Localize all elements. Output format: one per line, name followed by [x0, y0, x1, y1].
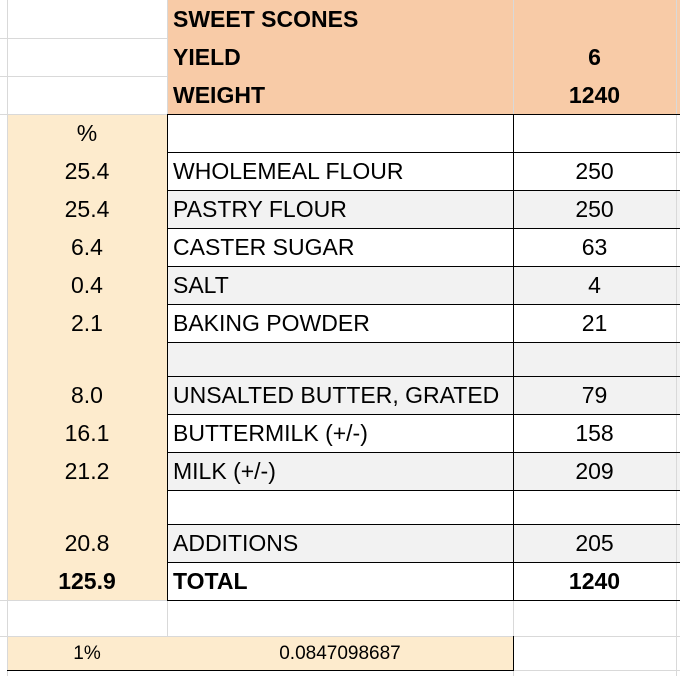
ingredient-name-cell[interactable]: ADDITIONS	[173, 529, 299, 556]
one-percent-value[interactable]: 0.0847098687	[279, 642, 401, 664]
grams-cell[interactable]: 21	[581, 309, 608, 336]
grams-cell[interactable]: 4	[588, 271, 601, 298]
ingredient-name-cell[interactable]: WHOLEMEAL FLOUR	[173, 157, 404, 184]
percent-header[interactable]: %	[76, 119, 98, 146]
grams-cell[interactable]: 250	[575, 157, 614, 184]
ingredient-name-cell[interactable]: BUTTERMILK (+/-)	[173, 419, 368, 446]
ingredient-name-cell[interactable]: SALT	[173, 271, 229, 298]
yield-label[interactable]: YIELD	[173, 43, 241, 70]
ingredient-name-cell[interactable]: MILK (+/-)	[173, 457, 276, 484]
pct-cell[interactable]: 20.8	[64, 529, 110, 556]
pct-cell[interactable]: 25.4	[64, 195, 110, 222]
pct-cell[interactable]: 0.4	[71, 271, 103, 298]
grams-cell[interactable]: 63	[581, 233, 608, 260]
total-pct-cell[interactable]: 125.9	[58, 567, 116, 594]
yield-value[interactable]: 6	[588, 43, 601, 70]
pct-cell[interactable]: 25.4	[64, 157, 110, 184]
ingredient-name-cell[interactable]: CASTER SUGAR	[173, 233, 355, 260]
grams-cell[interactable]: 158	[575, 419, 614, 446]
one-percent-label[interactable]: 1%	[73, 642, 101, 664]
weight-value[interactable]: 1240	[568, 81, 621, 108]
ingredient-name-cell[interactable]: UNSALTED BUTTER, GRATED	[173, 381, 500, 408]
pct-cell[interactable]: 6.4	[71, 233, 103, 260]
weight-label[interactable]: WEIGHT	[173, 81, 265, 108]
total-grams-cell[interactable]: 1240	[568, 567, 621, 594]
grams-cell[interactable]: 209	[575, 457, 614, 484]
grams-cell[interactable]: 205	[575, 529, 614, 556]
grams-cell[interactable]: 79	[581, 381, 608, 408]
pct-cell[interactable]: 8.0	[71, 381, 103, 408]
total-label-cell[interactable]: TOTAL	[173, 567, 248, 594]
ingredient-name-cell[interactable]: PASTRY FLOUR	[173, 195, 347, 222]
row-fill-blank1	[167, 342, 680, 376]
recipe-title[interactable]: SWEET SCONES	[173, 5, 359, 32]
pct-cell[interactable]: 21.2	[64, 457, 110, 484]
pct-cell[interactable]: 16.1	[64, 419, 110, 446]
ingredient-name-cell[interactable]: BAKING POWDER	[173, 309, 370, 336]
pct-cell[interactable]: 2.1	[71, 309, 103, 336]
grams-cell[interactable]: 250	[575, 195, 614, 222]
